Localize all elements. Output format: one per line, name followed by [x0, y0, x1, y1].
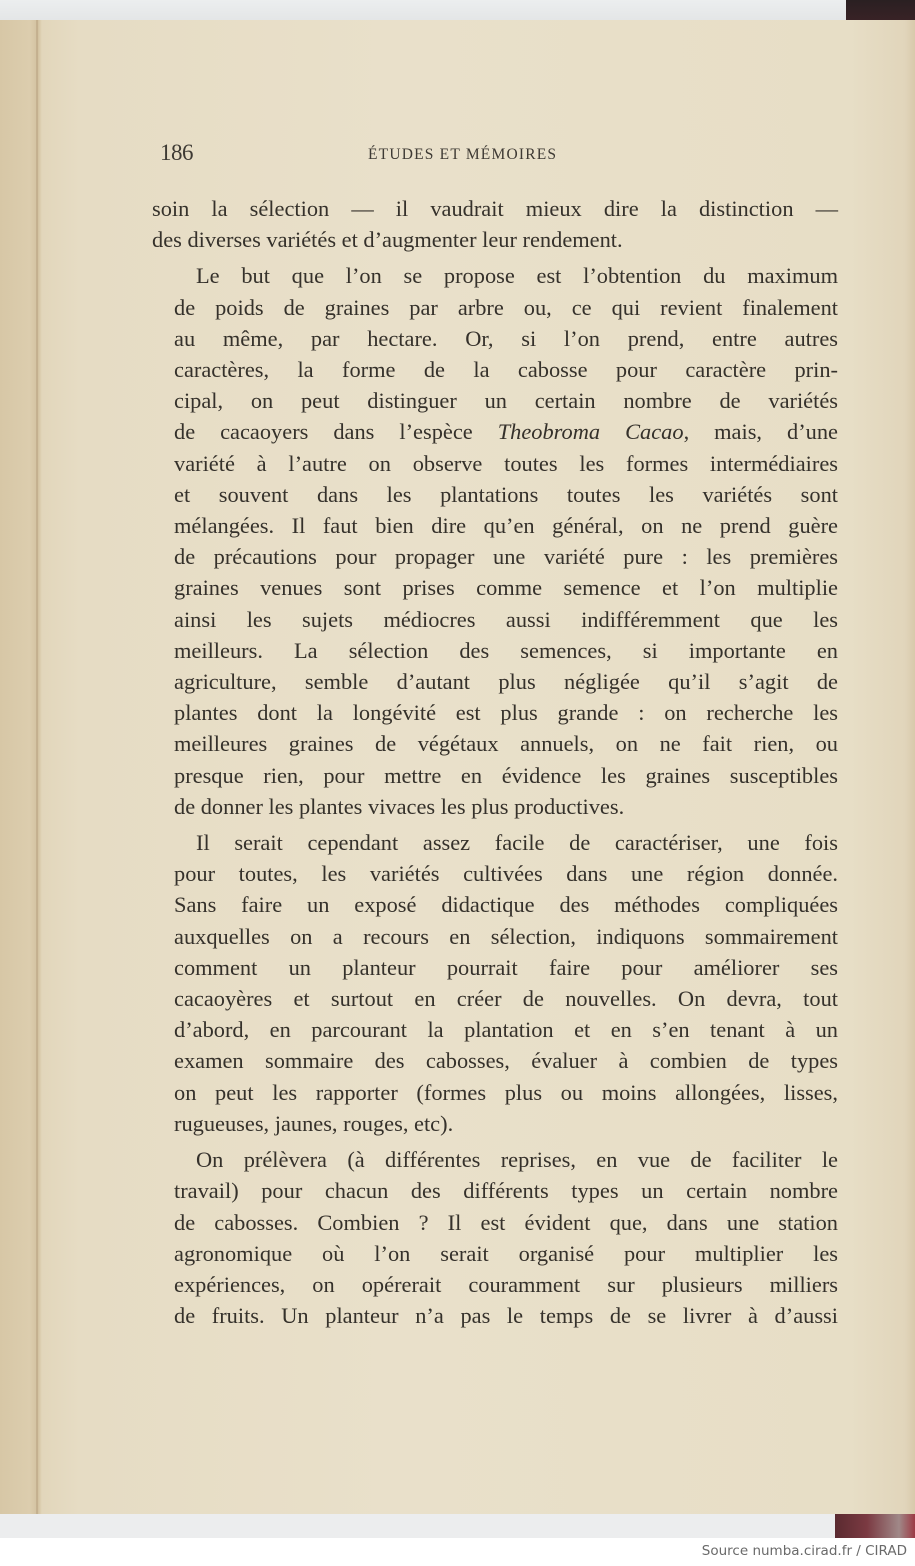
text-line: de donner les plantes vivaces les plus productives.: [174, 793, 625, 819]
text-line: variété à l’autre on observe toutes les formes intermédiaires: [174, 450, 838, 476]
italic-term: Theobroma Cacao: [497, 419, 684, 445]
paragraph: [152, 260, 838, 822]
text-line: travail) pour chacun des différents types un certain nombre: [174, 1178, 838, 1204]
text-line: rugueuses, jaunes, rouges, etc).: [174, 1110, 454, 1136]
text-line: presque rien, pour mettre en évidence les graines susceptibles: [174, 762, 838, 788]
text-line: caractères, la forme de la cabosse pour caractère prin-: [174, 357, 838, 383]
running-head: [160, 140, 840, 170]
page-number: 186: [160, 140, 193, 165]
text-line: comment un planteur pourrait faire pour améliorer ses: [174, 954, 838, 980]
body-text: [152, 193, 838, 1336]
text-line: meilleures graines de végétaux annuels, on ne fait rien, ou: [174, 731, 838, 757]
text-line: des diverses variétés et d’augmenter leur rendement.: [152, 227, 623, 253]
text-line: graines venues sont prises comme semence et l’on multiplie: [174, 575, 838, 601]
text-line: meilleurs. La sélection des semences, si importante en: [174, 637, 838, 663]
text-line: et souvent dans les plantations toutes les variétés sont: [174, 481, 838, 507]
text-line: cacaoyères et surtout en créer de nouvelles. On devra, tout: [174, 986, 838, 1012]
text-line: expériences, on opérerait couramment sur plusieurs milliers: [174, 1271, 838, 1297]
paragraph: [152, 827, 838, 1139]
text-line: d’abord, en parcourant la plantation et en s’en tenant à un: [174, 1017, 838, 1043]
text-line: soin la sélection — il vaudrait mieux dire la distinction —: [152, 196, 838, 221]
text-line: de poids de graines par arbre ou, ce qui revient finalement: [174, 294, 838, 320]
scan-background-bottom: [0, 1514, 835, 1538]
text-line: On prélèvera (à différentes reprises, en vue de faciliter le: [196, 1147, 838, 1173]
text-line: de cabosses. Combien ? Il est évident que, dans une station: [174, 1209, 838, 1235]
text-line: pour toutes, les variétés cultivées dans une région donnée.: [174, 861, 838, 887]
text-line: de précautions pour propager une variété pure : les premières: [174, 544, 838, 570]
text-line: auxquelles on a recours en sélection, indiquons sommairement: [174, 923, 838, 949]
text-line: de cacaoyers dans l’espèce Theobroma Cacao, mais, d’une: [174, 419, 838, 445]
text-line: Il serait cependant assez facile de caractériser, une fois: [196, 830, 838, 856]
text-line: Le but que l’on se propose est l’obtention du maximum: [196, 263, 838, 289]
paragraph: [152, 1144, 838, 1331]
text-line: Sans faire un exposé didactique des méthodes compliquées: [174, 892, 838, 918]
scan-background-top: [0, 0, 915, 22]
text-line: ainsi les sujets médiocres aussi indifféremment que les: [174, 606, 838, 632]
text-line: examen sommaire des cabosses, évaluer à combien de types: [174, 1048, 838, 1074]
text-line: agriculture, semble d’autant plus négligée qu’il s’agit de: [174, 669, 838, 695]
source-caption: Source numba.cirad.fr / CIRAD: [701, 1543, 907, 1559]
text-line: plantes dont la longévité est plus grande : on recherche les: [174, 700, 838, 726]
text-line: au même, par hectare. Or, si l’on prend, entre autres: [174, 325, 838, 351]
paragraph: [152, 193, 838, 255]
running-head-title: ÉTUDES ET MÉMOIRES: [368, 146, 558, 163]
text-line: mélangées. Il faut bien dire qu’en général, on ne prend guère: [174, 513, 838, 539]
text-line: agronomique où l’on serait organisé pour multiplier les: [174, 1240, 838, 1266]
text-line: cipal, on peut distinguer un certain nombre de variétés: [174, 388, 838, 414]
book-cover-edge-bottom: [835, 1514, 915, 1538]
text-line: on peut les rapporter (formes plus ou moins allongées, lisses,: [174, 1079, 838, 1105]
text-line: de fruits. Un planteur n’a pas le temps de se livrer à d’aussi: [174, 1303, 838, 1329]
